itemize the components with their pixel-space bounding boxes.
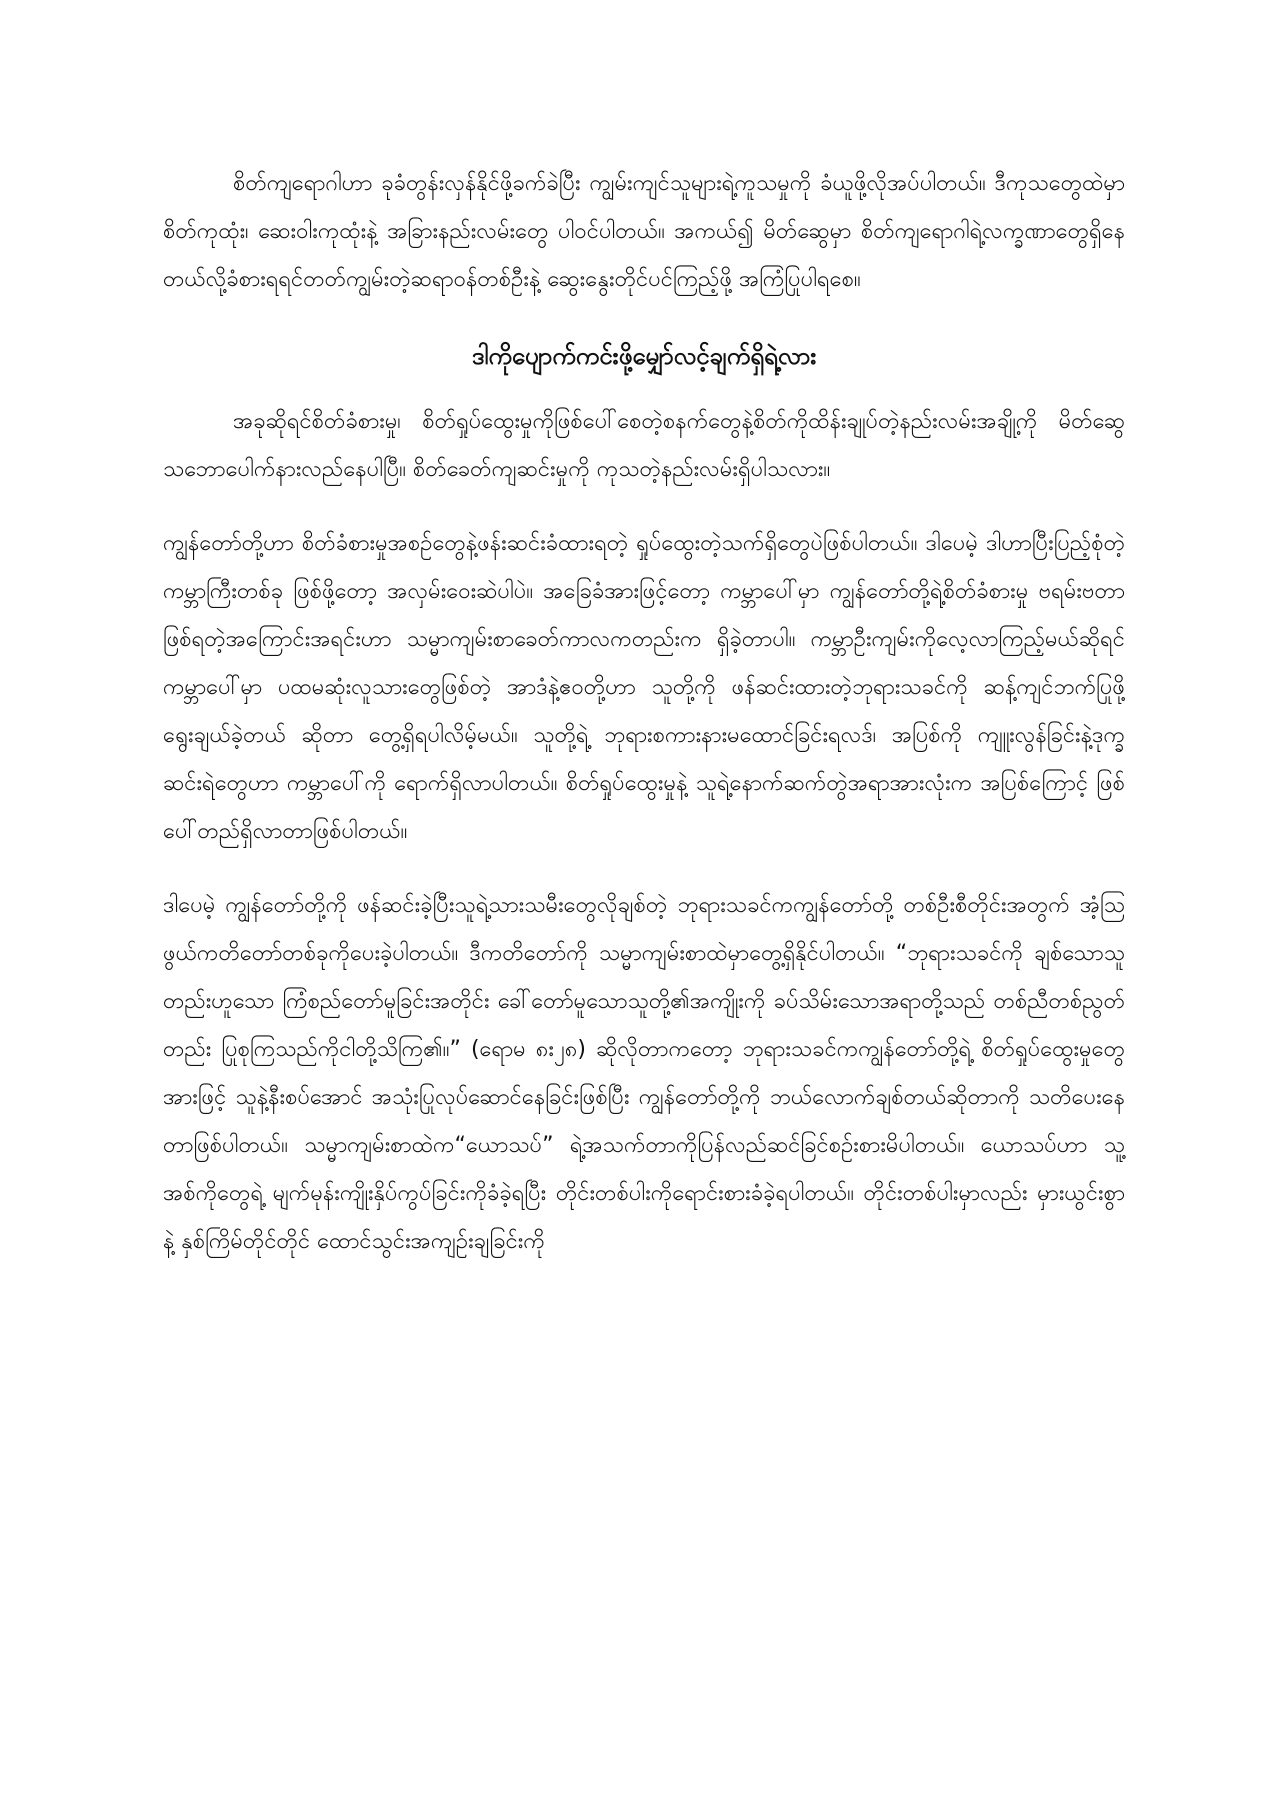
paragraph-question: အခုဆိုရင်စိတ်ခံစားမှု၊ စိတ်ရှုပ်ထွေးမှုကိုဖြစ်ပေါ်စေတဲ့စနက်တွေနဲ့စိတ်ကိုထိန်းချုပ်တဲ့နည်းလမ်းအချို့ကို မိတ်ဆွေသဘောပေါက်နားလည်နေပါပြီ။ စိတ်ခေတ်ကျဆင်းမှုကို ကုသတဲ့နည်းလမ်းရှိပါသလား။ (163, 409, 1125, 482)
paragraph-creation: ကျွန်တော်တို့ဟာ စိတ်ခံစားမှုအစဉ်တွေနဲ့ဖန်းဆင်းခံထားရတဲ့ ရှုပ်ထွေးတဲ့သက်ရှိတွေပဲဖြစ်ပါတယ်။ ဒါပေမဲ့ ဒါဟာပြီးပြည့်စုံတဲ့ကမ္ဘာကြီးတစ်ခု ဖြစ်ဖို့တော့ အလှမ်းဝေးဆဲပါပဲ။ အခြေခံအားဖြင့်တော့ ကမ္ဘာပေါ်မှာ ကျွန်တော်တို့ရဲ့စိတ်ခံစားမှု ဗရမ်းဗတာဖြစ်ရတဲ့အကြောင်းအရင်းဟာ သမ္မာကျမ်းစာခေတ်ကာလကတည်းက ရှိခဲ့တာပါ။ ကမ္ဘာဦးကျမ်းကိုလေ့လာကြည့်မယ်ဆိုရင်ကမ္ဘာပေါ်မှာ ပထမဆုံးလူသားတွေဖြစ်တဲ့ အာဒံနဲ့ဧဝတို့ဟာ သူတို့ကို ဖန်ဆင်းထားတဲ့ဘုရားသခင်ကို ဆန့်ကျင်ဘက်ပြုဖို့ ရွေးချယ်ခဲ့တယ် ဆိုတာ တွေ့ရှိရပါလိမ့်မယ်။ သူတို့ရဲ့ ဘုရားစကားနားမထောင်ခြင်းရလဒ်၊ အပြစ်ကို ကျူးလွန်ခြင်းနဲ့ဒုက္ခဆင်းရဲတွေဟာ ကမ္ဘာပေါ်ကို ရောက်ရှိလာပါတယ်။ စိတ်ရှုပ်ထွေးမှုနဲ့ သူရဲ့နောက်ဆက်တွဲအရာအားလုံးက အပြစ်ကြောင့် ဖြစ်ပေါ်တည်ရှိလာတာဖြစ်ပါတယ်။ (163, 531, 1125, 844)
paragraph-intro: စိတ်ကျရောဂါဟာ ခုခံတွန်းလှန်နိုင်ဖို့ခက်ခဲပြီး ကျွမ်းကျင်သူများရဲ့ကူသမှုကို ခံယူဖို့လိုအပ်ပါတယ်။ ဒီကုသတွေထဲမှာ စိတ်ကုထုံး၊ ဆေးဝါးကုထုံးနဲ့ အခြားနည်းလမ်းတွေ ပါဝင်ပါတယ်။ အကယ်၍ မိတ်ဆွေမှာ စိတ်ကျရောဂါရဲ့လက္ခဏာတွေရှိနေတယ်လို့ခံစားရရင်တတ်ကျွမ်းတဲ့ဆရာဝန်တစ်ဦးနဲ့ ဆွေးနွေးတိုင်ပင်ကြည့်ဖို့ အကြံပြုပါရစေ။ (163, 171, 1125, 292)
section-heading: ဒါကိုပျောက်ကင်းဖို့မျှော်လင့်ချက်ရှိရဲ့လား (471, 342, 817, 370)
paragraph-promise: ဒါပေမဲ့ ကျွန်တော်တို့ကို ဖန်ဆင်းခဲ့ပြီးသူရဲ့သားသမီးတွေလိုချစ်တဲ့ ဘုရားသခင်ကကျွန်တော်တို့ တစ်ဦးစီတိုင်းအတွက် အံ့သြဖွယ်ကတိတော်တစ်ခုကိုပေးခဲ့ပါတယ်။ ဒီကတိတော်ကို သမ္မာကျမ်းစာထဲမှာတွေ့ရှိနိုင်ပါတယ်။ “ဘုရားသခင်ကို ချစ်သောသူတည်းဟူသော ကြံစည်တော်မူခြင်းအတိုင်း ခေါ်တော်မူသောသူတို့၏အကျိုးကို ခပ်သိမ်းသောအရာတို့သည် တစ်ညီတစ်ညွတ်တည်း ပြုစုကြသည်ကိုငါတို့သိကြ၏။” (ရောမ ၈း၂၈) ဆိုလိုတာကတော့ ဘုရားသခင်ကကျွန်တော်တို့ရဲ့ စိတ်ရှုပ်ထွေးမှုတွေအားဖြင့် သူနဲ့နီးစပ်အောင် အသုံးပြုလုပ်ဆောင်နေခြင်းဖြစ်ပြီး ကျွန်တော်တို့ကို ဘယ်လောက်ချစ်တယ်ဆိုတာကို သတိပေးနေတာဖြစ်ပါတယ်။ သမ္မာကျမ်းစာထဲက“ယောသပ်” ရဲ့အသက်တာကိုပြန်လည်ဆင်ခြင်စဉ်းစားမိပါတယ်။ ယောသပ်ဟာ သူ့အစ်ကိုတွေရဲ့ မျက်မုန်းကျိုးနှိပ်ကွပ်ခြင်းကိုခံခဲ့ရပြီး တိုင်းတစ်ပါးကိုရောင်းစားခံခဲ့ရပါတယ်။ တိုင်းတစ်ပါးမှာလည်း မှားယွင်းစွာနဲ့ နှစ်ကြိမ်တိုင်တိုင် ထောင်သွင်းအကျဉ်းချခြင်းကို (163, 893, 1125, 1254)
